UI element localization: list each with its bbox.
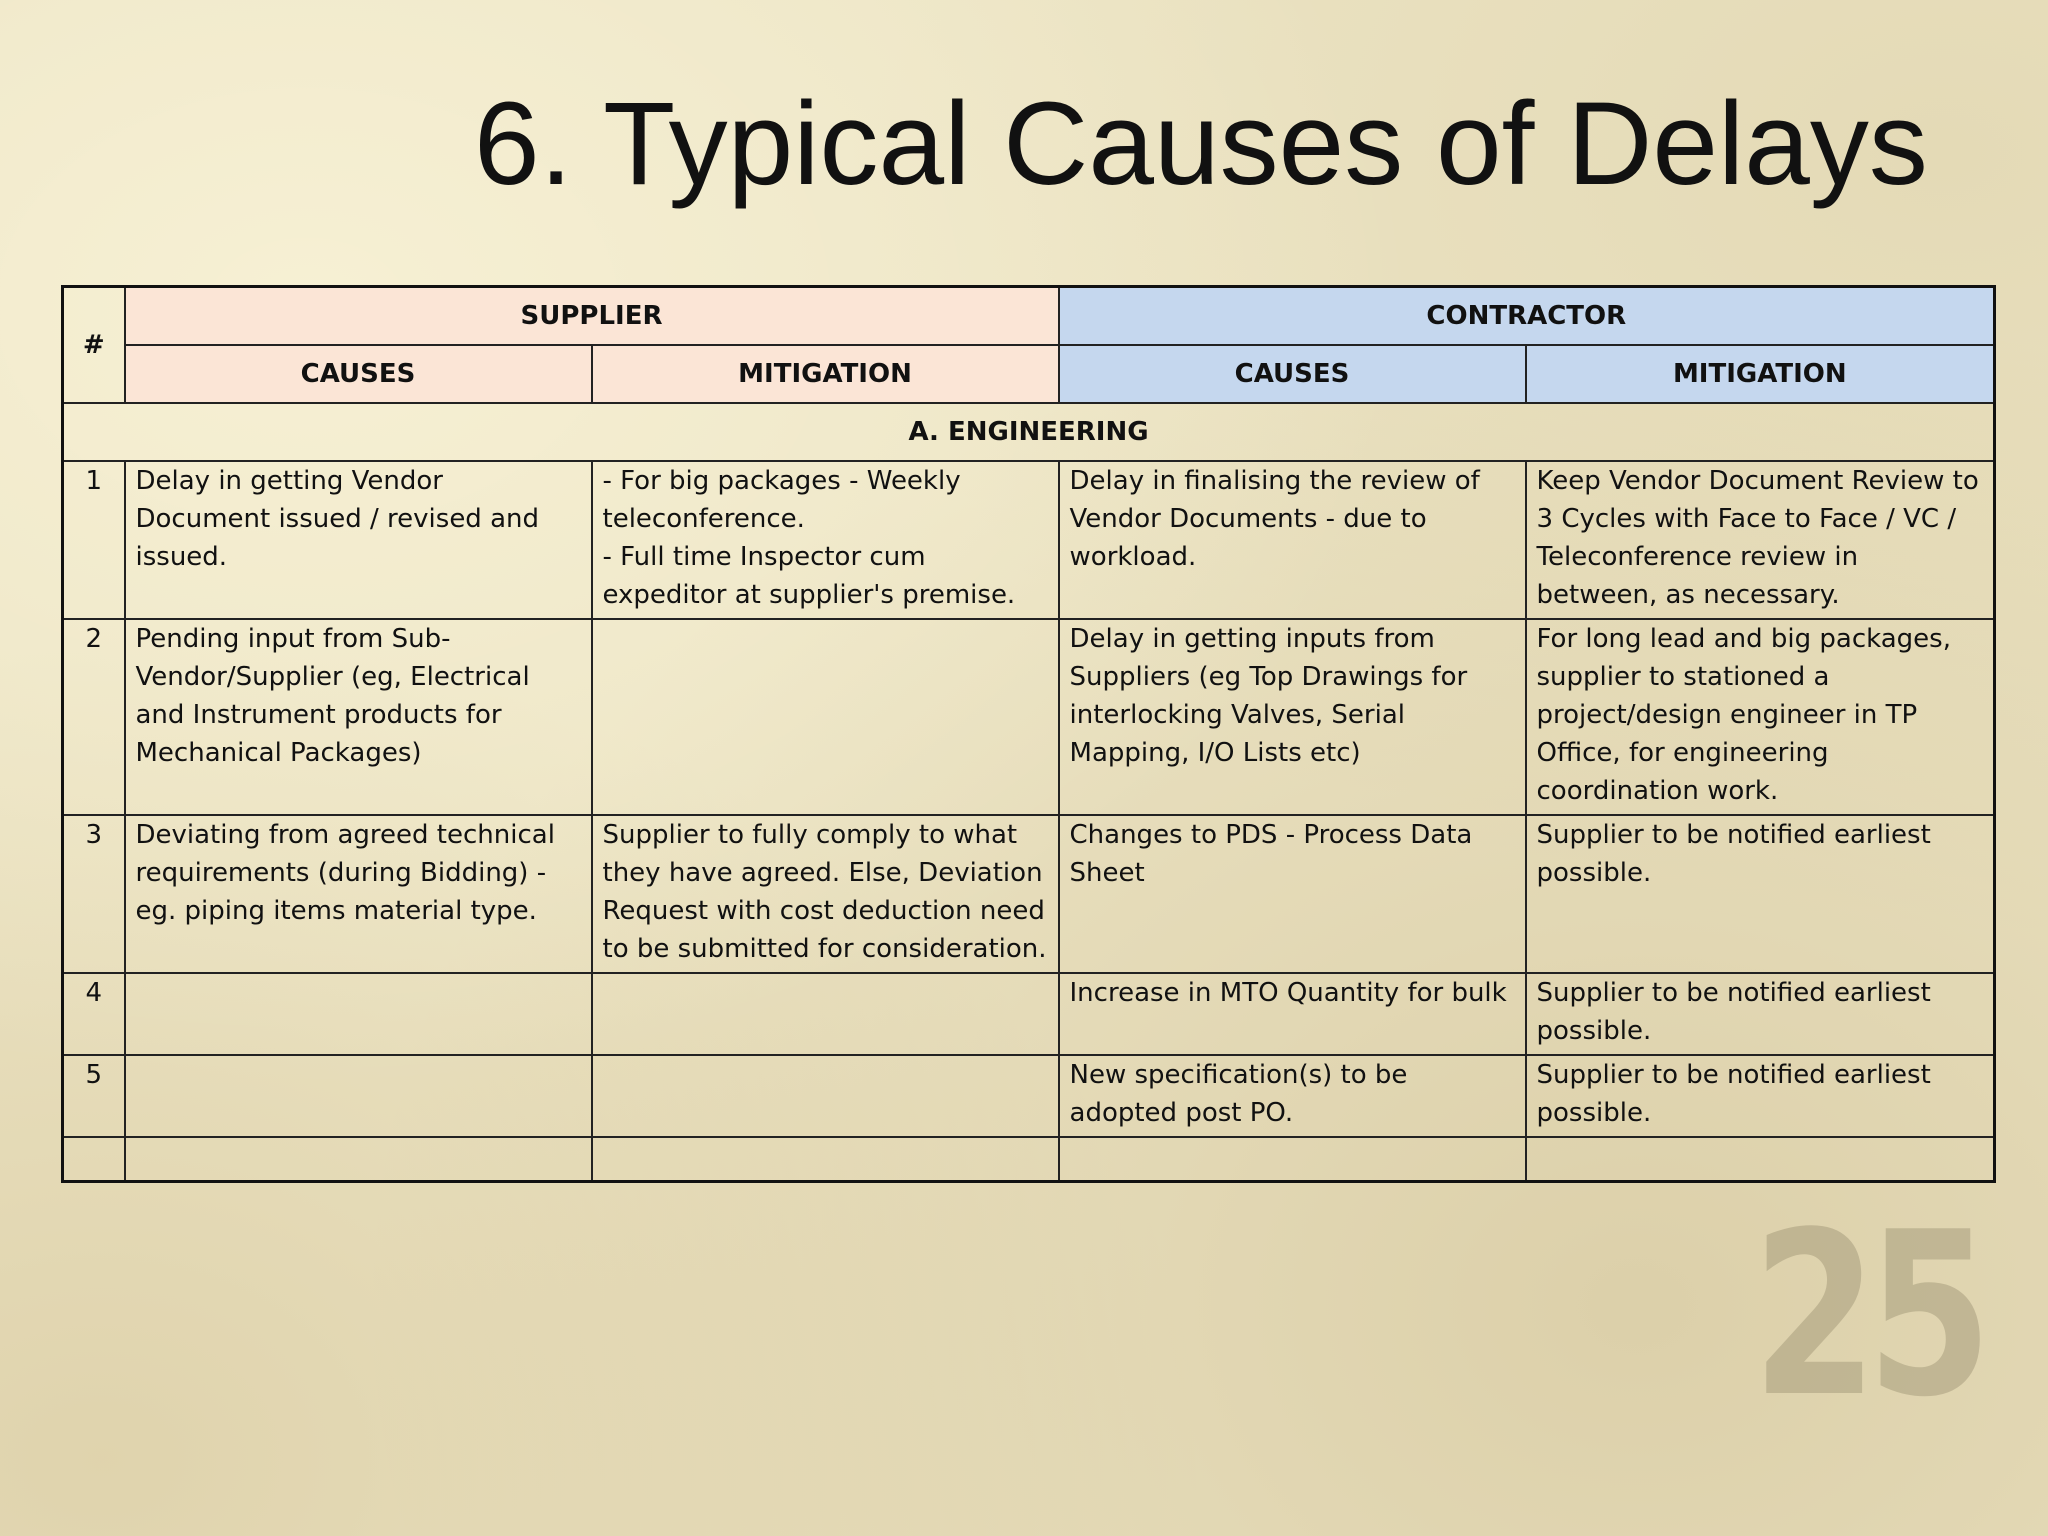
supplier-mitigation-cell — [592, 1055, 1059, 1137]
supplier-causes-header: CAUSES — [125, 345, 592, 403]
table-row — [63, 461, 1995, 619]
row-number: 3 — [63, 815, 125, 973]
contractor-cause-cell: Increase in MTO Quantity for bulk — [1059, 973, 1526, 1055]
supplier-mitigation-header: MITIGATION — [592, 345, 1059, 403]
contractor-mitigation-header: MITIGATION — [1526, 345, 1995, 403]
supplier-cause-cell — [125, 1055, 592, 1137]
contractor-group-header: CONTRACTOR — [1059, 287, 1995, 346]
contractor-mitigation-cell: Supplier to be notified earliest possible. — [1526, 1055, 1995, 1137]
supplier-group-header: SUPPLIER — [125, 287, 1059, 346]
row-number: 5 — [63, 1055, 125, 1137]
supplier-cause-cell: Pending input from Sub-Vendor/Supplier (eg, Electrical and Instrument products for Mechanical Packages) — [125, 619, 592, 815]
contractor-mitigation-cell: Keep Vendor Document Review to 3 Cycles with Face to Face / VC / Teleconference review in between, as necessary. — [1526, 461, 1995, 619]
supplier-mitigation-cell — [592, 973, 1059, 1055]
supplier-mitigation-cell — [592, 619, 1059, 815]
number-column-header: # — [63, 287, 125, 404]
section-header-engineering: A. ENGINEERING — [63, 403, 1995, 461]
contractor-mitigation-cell: For long lead and big packages, supplier to stationed a project/design engineer in TP Office, for engineering coordination work. — [1526, 619, 1995, 815]
contractor-cause-cell: Delay in finalising the review of Vendor Documents - due to workload. — [1059, 461, 1526, 619]
supplier-mitigation-cell: - For big packages - Weekly teleconference. - Full time Inspector cum expeditor at supplier's premise. — [592, 461, 1059, 619]
contractor-mitigation-cell: Supplier to be notified earliest possible. — [1526, 815, 1995, 973]
row-number: 4 — [63, 973, 125, 1055]
supplier-cause-cell: Delay in getting Vendor Document issued / revised and issued. — [125, 461, 592, 619]
row-number: 2 — [63, 619, 125, 815]
contractor-mitigation-cell — [1526, 1137, 1995, 1182]
table-row — [63, 815, 1995, 973]
row-number: 1 — [63, 461, 125, 619]
table-row — [63, 1055, 1995, 1137]
contractor-mitigation-cell: Supplier to be notified earliest possible. — [1526, 973, 1995, 1055]
supplier-cause-cell: Deviating from agreed technical requirements (during Bidding) - eg. piping items material type. — [125, 815, 592, 973]
slide-page-number: 25 — [1752, 1184, 1982, 1447]
contractor-cause-cell: Delay in getting inputs from Suppliers (eg Top Drawings for interlocking Valves, Serial Mapping, I/O Lists etc) — [1059, 619, 1526, 815]
table-row — [63, 619, 1995, 815]
contractor-cause-cell: Changes to PDS - Process Data Sheet — [1059, 815, 1526, 973]
contractor-causes-header: CAUSES — [1059, 345, 1526, 403]
slide-title: 6. Typical Causes of Delays — [474, 78, 1928, 210]
contractor-cause-cell: New specification(s) to be adopted post PO. — [1059, 1055, 1526, 1137]
supplier-cause-cell — [125, 973, 592, 1055]
contractor-cause-cell — [1059, 1137, 1526, 1182]
table-row — [63, 973, 1995, 1055]
supplier-mitigation-cell: Supplier to fully comply to what they have agreed. Else, Deviation Request with cost deduction need to be submitted for consideration. — [592, 815, 1059, 973]
delay-causes-table — [61, 285, 1996, 1183]
supplier-cause-cell — [125, 1137, 592, 1182]
table-row — [63, 1137, 1995, 1182]
supplier-mitigation-cell — [592, 1137, 1059, 1182]
row-number — [63, 1137, 125, 1182]
